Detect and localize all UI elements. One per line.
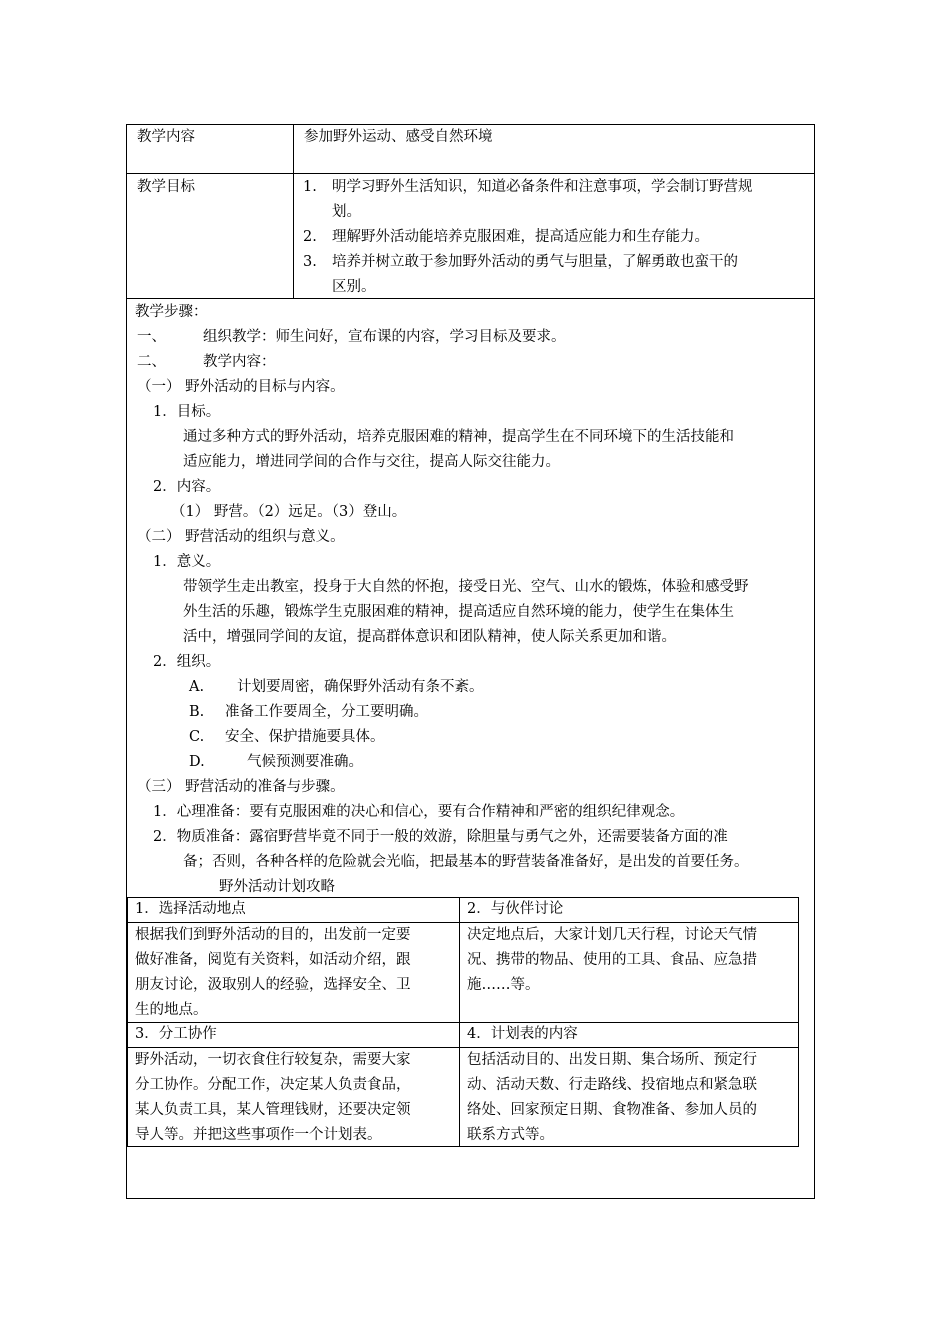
paragraph-line: 带领学生走出教室，投身于大自然的怀抱，接受日光、空气、山水的锻炼，体验和感受野: [183, 579, 749, 595]
subsection-heading: 2．内容。: [153, 479, 221, 495]
section-heading: （三） 野营活动的准备与步骤。: [137, 779, 345, 795]
goal-text: 培养并树立敢于参加野外活动的勇气与胆量，了解勇敢也蛮干的: [332, 254, 738, 270]
list-marker: B.: [189, 704, 205, 720]
subsection-heading: 1．意义。: [153, 554, 221, 570]
list-item: 计划要周密，确保野外活动有条不紊。: [237, 679, 484, 695]
lesson-plan-table: [126, 124, 815, 1199]
content-value: 参加野外运动、感受自然环境: [304, 129, 493, 145]
subsection-heading: 2．组织。: [153, 654, 221, 670]
goal-text: 明学习野外生活知识，知道必备条件和注意事项，学会制订野营规: [332, 179, 753, 195]
cell-line: 动、活动天数、行走路线、投宿地点和紧急联: [467, 1077, 757, 1093]
paragraph-line: 适应能力，增进同学间的合作与交往，提高人际交往能力。: [183, 454, 560, 470]
goal-number: 2.: [303, 229, 317, 245]
plan-title: 野外活动计划攻略: [219, 879, 335, 895]
row-divider: [127, 1022, 799, 1023]
list-marker: D.: [189, 754, 205, 770]
cell-line: 包括活动目的、出发日期、集合场所、预定行: [467, 1052, 757, 1068]
row-divider: [127, 298, 814, 299]
paragraph-line: 外生活的乐趣，锻炼学生克服困难的精神，提高适应自然环境的能力，使学生在集体生: [183, 604, 734, 620]
step-text: 组织教学：师生问好，宣布课的内容，学习目标及要求。: [203, 329, 566, 345]
plan-cell-heading: 4．计划表的内容: [467, 1026, 578, 1042]
paragraph-line: 1．心理准备：要有克服困难的决心和信心，要有合作精神和严密的组织纪律观念。: [153, 804, 685, 820]
steps-title: 教学步骤：: [135, 304, 208, 320]
subsection-heading: 1．目标。: [153, 404, 221, 420]
list-marker: C.: [189, 729, 205, 745]
cell-line: 施……等。: [467, 977, 540, 993]
cell-line: 导人等。并把这些事项作一个计划表。: [135, 1127, 382, 1143]
cell-line: 朋友讨论，汲取别人的经验，选择安全、卫: [135, 977, 411, 993]
list-marker: A.: [189, 679, 205, 695]
cell-line: 决定地点后，大家计划几天行程，讨论天气情: [467, 927, 757, 943]
goal-number: 3.: [303, 254, 317, 270]
goal-text: 理解野外活动能培养克服困难，提高适应能力和生存能力。: [332, 229, 709, 245]
plan-table: [127, 897, 799, 1147]
section-heading: （二） 野营活动的组织与意义。: [137, 529, 345, 545]
paragraph-line: （1） 野营。（2）远足。（3）登山。: [171, 504, 407, 520]
goal-number: 1.: [303, 179, 317, 195]
step-number: 一、: [137, 329, 166, 345]
cell-line: 络处、回家预定日期、食物准备、参加人员的: [467, 1102, 757, 1118]
list-item: 准备工作要周全，分工要明确。: [225, 704, 428, 720]
goal-text-cont: 划。: [332, 204, 361, 220]
paragraph-line: 2．物质准备：露宿野营毕竟不同于一般的效游，除胆量与勇气之外，还需要装备方面的准: [153, 829, 728, 845]
cell-line: 联系方式等。: [467, 1127, 554, 1143]
paragraph-line: 活中，增强同学间的友谊，提高群体意识和团队精神，使人际关系更加和谐。: [183, 629, 676, 645]
content-label: 教学内容: [137, 129, 195, 145]
cell-line: 做好准备，阅览有关资料，如活动介绍，跟: [135, 952, 411, 968]
plan-cell-heading: 2．与伙伴讨论: [467, 901, 564, 917]
cell-line: 某人负责工具，某人管理钱财，还要决定领: [135, 1102, 411, 1118]
cell-line: 分工协作。分配工作，决定某人负责食品，: [135, 1077, 411, 1093]
plan-cell-heading: 1．选择活动地点: [135, 901, 246, 917]
section-heading: （一） 野外活动的目标与内容。: [137, 379, 345, 395]
cell-line: 根据我们到野外活动的目的，出发前一定要: [135, 927, 411, 943]
step-number: 二、: [137, 354, 166, 370]
column-divider: [293, 125, 294, 298]
row-divider: [127, 173, 814, 174]
paragraph-line: 备；否则，各种各样的危险就会光临，把最基本的野营装备准备好，是出发的首要任务。: [183, 854, 749, 870]
goal-label: 教学目标: [137, 179, 195, 195]
cell-line: 野外活动，一切衣食住行较复杂，需要大家: [135, 1052, 411, 1068]
list-item: 气候预测要准确。: [247, 754, 363, 770]
step-text: 教学内容：: [203, 354, 276, 370]
cell-line: 况、携带的物品、使用的工具、食品、应急措: [467, 952, 757, 968]
paragraph-line: 通过多种方式的野外活动，培养克服困难的精神，提高学生在不同环境下的生活技能和: [183, 429, 734, 445]
list-item: 安全、保护措施要具体。: [225, 729, 385, 745]
cell-line: 生的地点。: [135, 1002, 208, 1018]
plan-cell-heading: 3．分工协作: [135, 1026, 217, 1042]
goal-text-cont: 区别。: [332, 279, 376, 295]
